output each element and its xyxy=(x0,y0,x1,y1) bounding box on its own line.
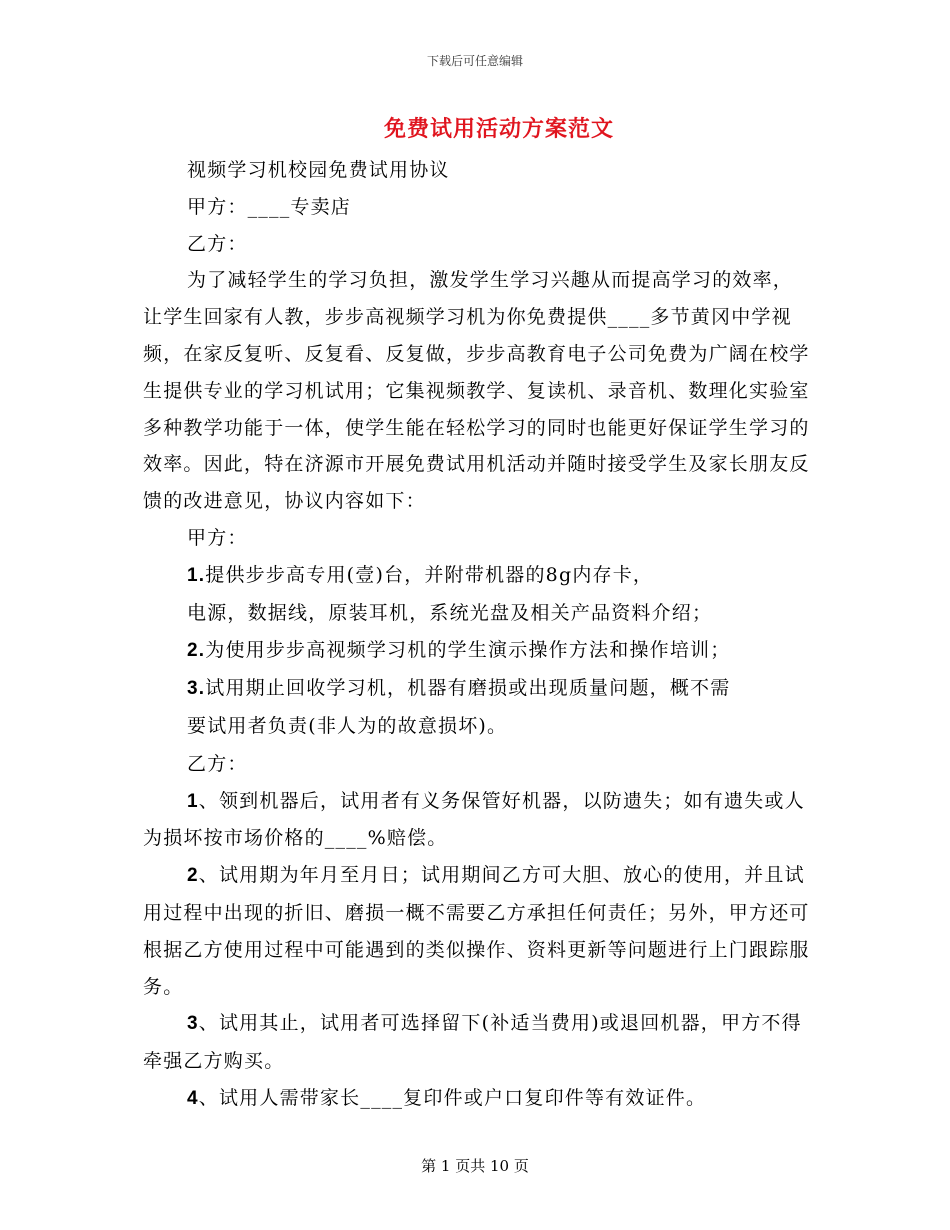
party-b-item xyxy=(143,1005,813,1080)
party-b-item xyxy=(143,1080,813,1118)
item-text: 要试用者负责(非人为的故意损坏)。 xyxy=(187,714,508,737)
document-body xyxy=(143,152,813,1118)
item-text: 电源，数据线，原装耳机，系统光盘及相关产品资料介绍； xyxy=(187,601,713,624)
item-number: 3 xyxy=(187,1013,199,1035)
party-b-heading: 乙方： xyxy=(187,752,248,775)
party-a-item xyxy=(143,670,813,708)
item-number: 1. xyxy=(187,564,206,586)
item-text: 为使用步步高视频学习机的学生演示操作方法和操作培训； xyxy=(205,639,731,662)
party-a-item xyxy=(143,557,813,595)
document-title: 免费试用活动方案范文 xyxy=(383,116,614,142)
document-subtitle: 视频学习机校园免费试用协议 xyxy=(187,159,450,181)
item-number: 4 xyxy=(187,1087,199,1109)
item-number: 3. xyxy=(187,678,206,700)
item-text: 试用期止回收学习机，机器有磨损或出现质量问题，概不需 xyxy=(205,677,731,700)
party-a-heading: 甲方： xyxy=(187,526,248,549)
header-note: 下载后可任意编辑 xyxy=(426,54,523,68)
item-number: 2. xyxy=(187,640,206,662)
party-a-item xyxy=(143,708,813,746)
party-a-line: 甲方：____专卖店 xyxy=(187,195,352,218)
party-b-item xyxy=(143,783,813,858)
party-a-item xyxy=(143,632,813,670)
party-b-line: 乙方： xyxy=(187,232,248,255)
page-footer: 第 1 页共 10 页 xyxy=(421,1157,529,1175)
party-b-item xyxy=(143,857,813,1005)
item-number: 1 xyxy=(187,790,199,812)
item-text: 、领到机器后，试用者有义务保管好机器，以防遗失；如有遗失或人为损坏按市场价格的____%赔偿。 xyxy=(143,789,805,850)
item-number: 2 xyxy=(187,865,199,887)
party-a-item xyxy=(143,595,813,633)
intro-paragraph: 为了减轻学生的学习负担，激发学生学习兴趣从而提高学习的效率，让学生回家有人教，步步高视频学习机为你免费提供____多节黄冈中学视频，在家反复听、反复看、反复做，步步高教育电子公司免费为广阔在校学生提供专业的学习机试用；它集视频教学、复读机、录音机、数理化实验室多种教学功能于一体，使学生能在轻松学习的同时也能更好保证学生学习的效率。因此，特在济源市开展免费试用机活动并随时接受学生及家长朋友反馈的改进意见，协议内容如下： xyxy=(143,269,810,513)
item-text: 提供步步高专用(壹)台，并附带机器的8g内存卡， xyxy=(205,563,654,586)
item-text: 、试用期为年月至月日；试用期间乙方可大胆、放心的使用，并且试用过程中出现的折旧、磨损一概不需要乙方承担任何责任；另外，甲方还可根据乙方使用过程中可能遇到的类似操作、资料更新等问题进行上门跟踪服务。 xyxy=(143,864,810,998)
item-text: 、试用其止，试用者可选择留下(补适当费用)或退回机器，甲方不得牵强乙方购买。 xyxy=(143,1012,802,1073)
item-text: 、试用人需带家长____复印件或户口复印件等有效证件。 xyxy=(198,1086,707,1109)
